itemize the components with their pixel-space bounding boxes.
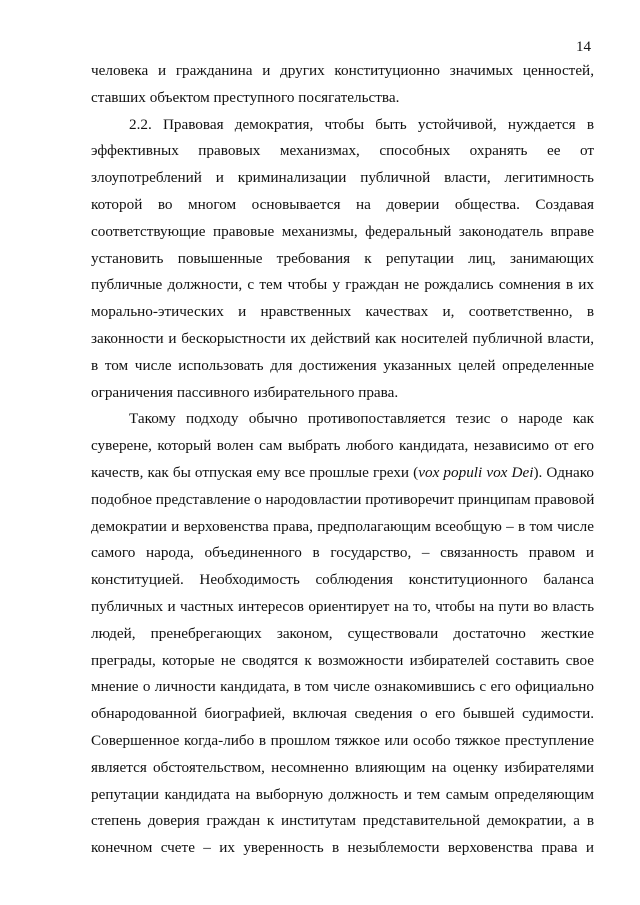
page-number: 14 — [576, 39, 591, 55]
text-line: которой во многом основывается на доверии общества. Создавая — [91, 195, 594, 213]
text-line: обнародованной биографией, включая сведения о его бывшей судимости. — [91, 705, 594, 723]
text-line: публичных и частных интересов ориентирует на то, чтобы на пути во власть — [91, 597, 594, 615]
text-line: подобное представление о народовластии противоречит принципам правовой — [91, 490, 594, 508]
text-line: человека и гражданина и других конституционно значимых ценностей, — [91, 62, 594, 79]
text-line: суверене, который волен сам выбрать любого кандидата, независимо от его — [91, 437, 594, 455]
text-line: конечном счете – их уверенность в незыблемости верховенства права и — [91, 839, 594, 857]
text-line: в том числе использовать для достижения указанных целей определенные — [91, 356, 594, 374]
text-line: самого народа, объединенного в государство, – связанность правом и — [91, 544, 594, 562]
text-line: законности и бескорыстности их действий как носителей публичной власти, — [91, 329, 594, 347]
text-line: демократии и верховенства права, предполагающим всеобщую – в том числе — [91, 517, 594, 535]
text-line: Такому подходу обычно противопоставляется тезис о народе как — [129, 410, 594, 428]
text-line: репутации кандидата на выборную должность и тем самым определяющим — [91, 785, 594, 803]
text-line: злоупотреблений и криминализации публичной власти, легитимность — [91, 169, 594, 187]
text-line: степень доверия граждан к институтам представительной демократии, а в — [91, 812, 594, 830]
text-line: установить повышенные требования к репутации лиц, занимающих — [91, 249, 594, 267]
text-line: качеств, как бы отпуская ему все прошлые грехи (vox populi vox Dei). Однако — [91, 463, 594, 481]
body-text — [91, 58, 594, 862]
text-line: является обстоятельством, несомненно влияющим на оценку избирателями — [91, 758, 594, 776]
text-line: 2.2. Правовая демократия, чтобы быть устойчивой, нуждается в — [129, 115, 594, 133]
text-line: преграды, которые не сводятся к возможности избирателей составить свое — [91, 651, 594, 669]
latin-phrase: vox populi vox Dei — [418, 463, 534, 481]
text-line: Совершенное когда-либо в прошлом тяжкое или особо тяжкое преступление — [91, 731, 594, 749]
text-line: эффективных правовых механизмах, способных охранять ее от — [91, 142, 594, 160]
text-line: мнение о личности кандидата, в том числе ознакомившись с его официально — [91, 678, 594, 696]
text-line: ставших объектом преступного посягательства. — [91, 88, 400, 106]
text-line: конституцией. Необходимость соблюдения конституционного баланса — [91, 571, 594, 589]
text-line: соответствующие правовые механизмы, федеральный законодатель вправе — [91, 222, 594, 240]
text-line: людей, пренебрегающих законом, существовали достаточно жесткие — [91, 624, 594, 642]
text-line: морально-этических и нравственных качествах и, соответственно, в — [91, 303, 594, 321]
text-line: ограничения пассивного избирательного права. — [91, 383, 399, 401]
text-line: публичные должности, с тем чтобы у граждан не рождались сомнения в их — [91, 276, 594, 294]
